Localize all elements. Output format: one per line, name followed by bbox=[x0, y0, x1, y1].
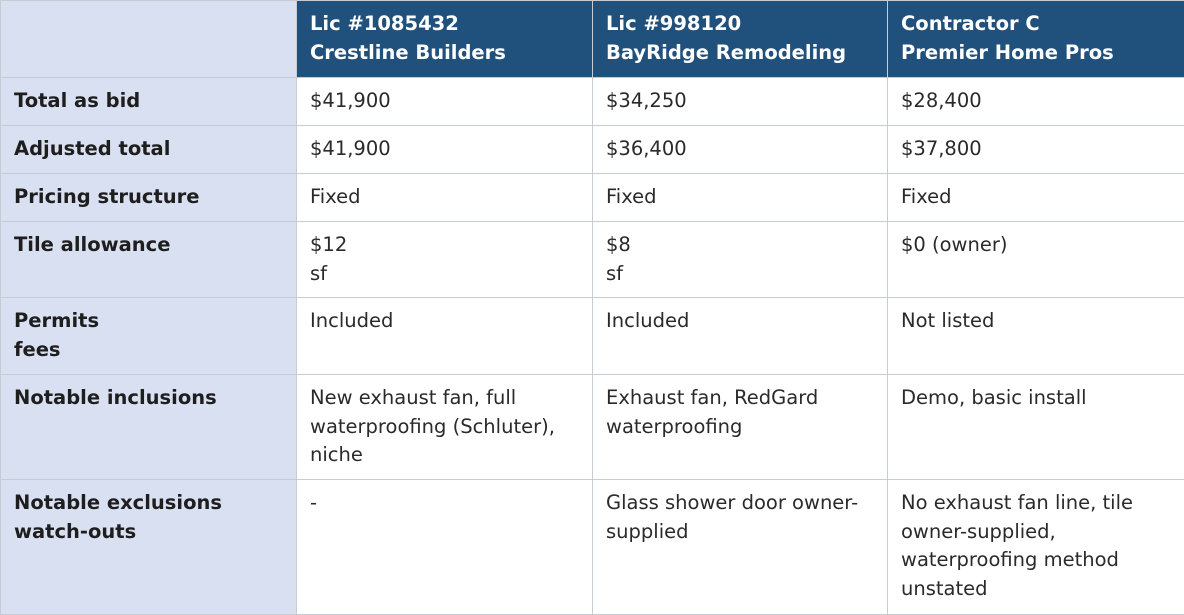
row-label-permits-fees: Permits fees bbox=[1, 298, 297, 375]
row-label-adjusted-total: Adjusted total bbox=[1, 126, 297, 174]
column-header-contractor-a bbox=[297, 1, 593, 78]
table-cell: Included bbox=[593, 298, 888, 375]
company-name: Crestline Builders bbox=[310, 39, 580, 68]
table-row bbox=[1, 480, 1184, 615]
row-label-total-as-bid: Total as bid bbox=[1, 78, 297, 126]
table-row bbox=[1, 78, 1184, 126]
table-cell: $34,250 bbox=[593, 78, 888, 126]
table-cell: Fixed bbox=[297, 174, 593, 222]
table-cell: Not listed bbox=[888, 298, 1184, 375]
company-name: BayRidge Remodeling bbox=[606, 39, 875, 68]
table-cell: $37,800 bbox=[888, 126, 1184, 174]
table-cell: $28,400 bbox=[888, 78, 1184, 126]
table-cell: $8 sf bbox=[593, 222, 888, 298]
company-name: Premier Home Pros bbox=[901, 39, 1172, 68]
table-cell: Fixed bbox=[593, 174, 888, 222]
table-cell: Exhaust fan, RedGard waterproofing bbox=[593, 375, 888, 480]
table-row bbox=[1, 298, 1184, 375]
row-label-pricing-structure: Pricing structure bbox=[1, 174, 297, 222]
table-cell: $12 sf bbox=[297, 222, 593, 298]
row-label-tile-allowance: Tile allowance bbox=[1, 222, 297, 298]
row-label-notable-inclusions: Notable inclusions bbox=[1, 375, 297, 480]
table-cell: No exhaust fan line, tile owner-supplied, waterproofing method unstated bbox=[888, 480, 1184, 615]
column-header-contractor-b bbox=[593, 1, 888, 78]
table-row bbox=[1, 174, 1184, 222]
corner-cell bbox=[1, 1, 297, 78]
table-cell: - bbox=[297, 480, 593, 615]
header-row bbox=[1, 1, 1184, 78]
row-label-notable-exclusions: Notable exclusions watch-outs bbox=[1, 480, 297, 615]
table-row bbox=[1, 126, 1184, 174]
table-cell: Demo, basic install bbox=[888, 375, 1184, 480]
table-cell: New exhaust fan, full waterproofing (Schluter), niche bbox=[297, 375, 593, 480]
column-header-contractor-c bbox=[888, 1, 1184, 78]
license-number: Lic #998120 bbox=[606, 10, 875, 39]
table-row bbox=[1, 222, 1184, 298]
license-number: Lic #1085432 bbox=[310, 10, 580, 39]
table-cell: $41,900 bbox=[297, 78, 593, 126]
table-cell: $36,400 bbox=[593, 126, 888, 174]
contractor-label: Contractor C bbox=[901, 10, 1172, 39]
table-cell: Included bbox=[297, 298, 593, 375]
table-row bbox=[1, 375, 1184, 480]
table-cell: $0 (owner) bbox=[888, 222, 1184, 298]
table-cell: $41,900 bbox=[297, 126, 593, 174]
table-cell: Fixed bbox=[888, 174, 1184, 222]
table-cell: Glass shower door owner- supplied bbox=[593, 480, 888, 615]
